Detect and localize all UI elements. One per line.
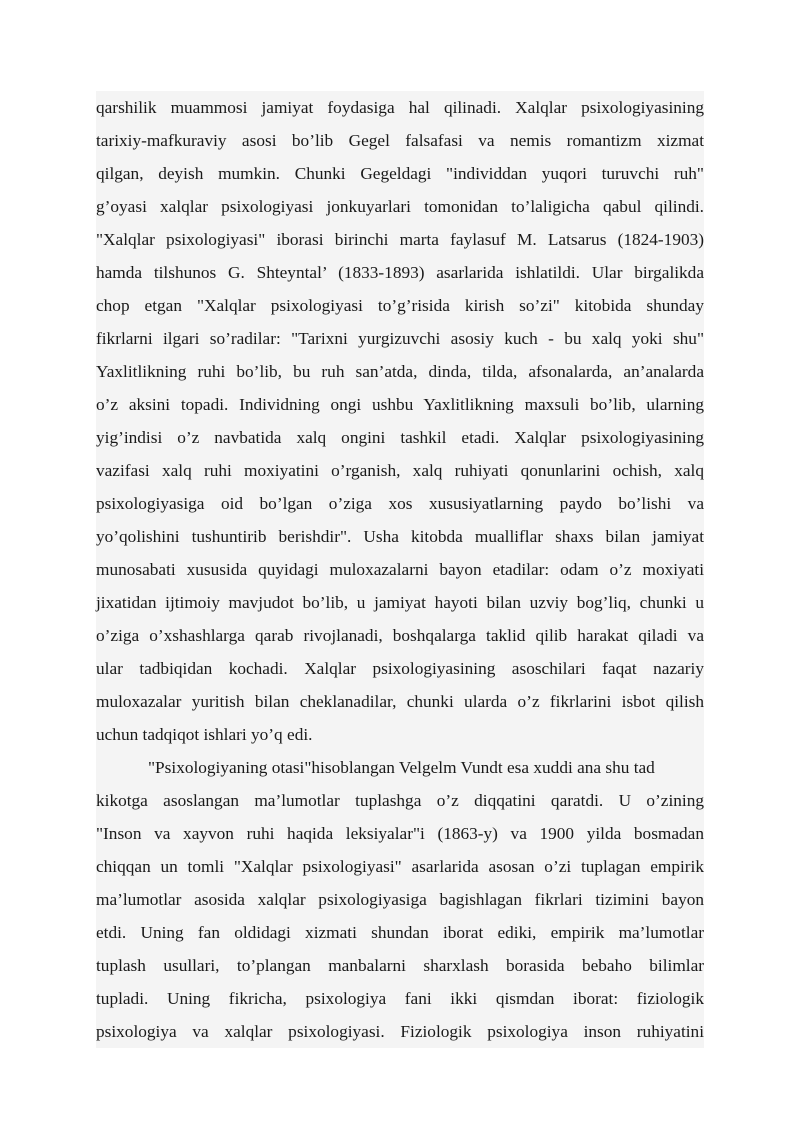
text-line: yo’qolishini tushuntirib berishdir". Usha kitobda mualliflar shaxs bilan jamiyat	[96, 520, 704, 553]
text-line: Yaxlitlikning ruhi bo’lib, bu ruh san’atda, dinda, tilda, afsonalarda, an’analarda	[96, 355, 704, 388]
text-line: o’z aksini topadi. Individning ongi ushbu Yaxlitlikning maxsuli bo’lib, ularning	[96, 388, 704, 421]
text-line: psixologiyasiga oid bo’lgan o’ziga xos xususiyatlarning paydo bo’lishi va	[96, 487, 704, 520]
text-line: g’oyasi xalqlar psixologiyasi jonkuyarlari tomonidan to’laligicha qabul qilindi.	[96, 190, 704, 223]
text-line: qilgan, deyish mumkin. Chunki Gegeldagi "individdan yuqori turuvchi ruh"	[96, 157, 704, 190]
text-line: hamda tilshunos G. Shteyntal’ (1833-1893) asarlarida ishlatildi. Ular birgalikda	[96, 256, 704, 289]
text-line: jixatidan ijtimoiy mavjudot bo’lib, u jamiyat hayoti bilan uzviy bog’liq, chunki u	[96, 586, 704, 619]
paragraph-2	[96, 751, 704, 1048]
text-line: "Xalqlar psixologiyasi" iborasi birinchi marta faylasuf M. Latsarus (1824-1903)	[96, 223, 704, 256]
text-line: tupladi. Uning fikricha, psixologiya fani ikki qismdan iborat: fiziologik	[96, 982, 704, 1015]
text-line: ular tadbiqidan kochadi. Xalqlar psixologiyasining asoschilari faqat nazariy	[96, 652, 704, 685]
text-line: qarshilik muammosi jamiyat foydasiga hal qilinadi. Xalqlar psixologiyasining	[96, 91, 704, 124]
text-line: vazifasi xalq ruhi moxiyatini o’rganish, xalq ruhiyati qonunlarini ochish, xalq	[96, 454, 704, 487]
text-line: ma’lumotlar asosida xalqlar psixologiyasiga bagishlagan fikrlari tizimini bayon	[96, 883, 704, 916]
text-line: "Psixologiyaning otasi"hisoblangan Velgelm Vundt esa xuddi ana shu tad	[96, 751, 704, 784]
text-line: chop etgan "Xalqlar psixologiyasi to’g’risida kirish so’zi" kitobida shunday	[96, 289, 704, 322]
text-line: tarixiy-mafkuraviy asosi bo’lib Gegel falsafasi va nemis romantizm xizmat	[96, 124, 704, 157]
text-line: munosabati xususida quyidagi muloxazalarni bayon etadilar: odam o’z moxiyati	[96, 553, 704, 586]
text-line: etdi. Uning fan oldidagi xizmati shundan iborat ediki, empirik ma’lumotlar	[96, 916, 704, 949]
paragraph-1	[96, 91, 704, 751]
text-line: "Inson va xayvon ruhi haqida leksiyalar"i (1863-y) va 1900 yilda bosmadan	[96, 817, 704, 850]
text-line: kikotga asoslangan ma’lumotlar tuplashga o’z diqqatini qaratdi. U o’zining	[96, 784, 704, 817]
text-line: muloxazalar yuritish bilan cheklanadilar, chunki ularda o’z fikrlarini isbot qilish	[96, 685, 704, 718]
text-line: fikrlarni ilgari so’radilar: "Tarixni yurgizuvchi asosiy kuch - bu xalq yoki shu"	[96, 322, 704, 355]
text-line: uchun tadqiqot ishlari yo’q edi.	[96, 718, 704, 751]
text-line: psixologiya va xalqlar psixologiyasi. Fiziologik psixologiya inson ruhiyatini	[96, 1015, 704, 1048]
text-line: yig’indisi o’z navbatida xalq ongini tashkil etadi. Xalqlar psixologiyasining	[96, 421, 704, 454]
text-line: tuplash usullari, to’plangan manbalarni sharxlash borasida bebaho bilimlar	[96, 949, 704, 982]
text-line: chiqqan un tomli "Xalqlar psixologiyasi" asarlarida asosan o’zi tuplagan empirik	[96, 850, 704, 883]
body-text	[96, 91, 704, 1048]
text-line: o’ziga o’xshashlarga qarab rivojlanadi, boshqalarga taklid qilib harakat qiladi va	[96, 619, 704, 652]
